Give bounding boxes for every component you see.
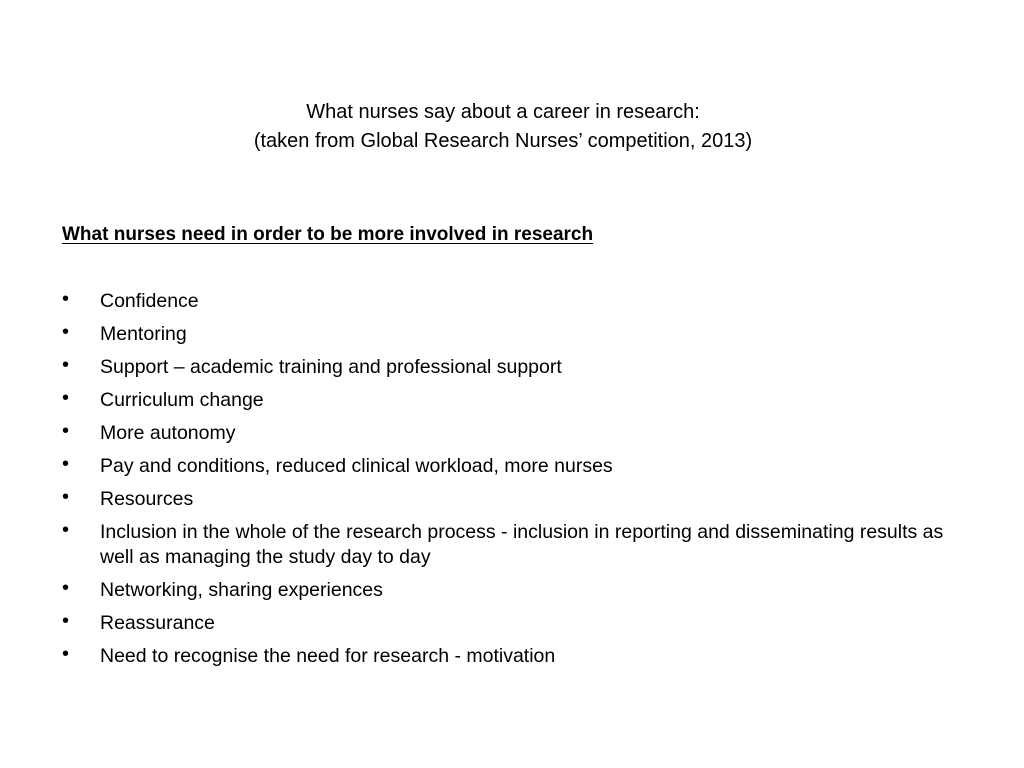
list-item-text: Support – academic training and professional support: [100, 356, 562, 378]
bullet-icon: •: [62, 288, 70, 310]
bullet-icon: •: [62, 519, 70, 541]
list-item: [62, 520, 962, 570]
list-item-text: Mentoring: [100, 323, 187, 345]
bullet-icon: •: [62, 321, 70, 343]
list-item: [62, 421, 962, 446]
list-item-text: More autonomy: [100, 422, 236, 444]
list-item-text: Networking, sharing experiences: [100, 579, 383, 601]
bullet-icon: •: [62, 354, 70, 376]
list-item: [62, 454, 962, 479]
slide-title: [0, 98, 1006, 156]
title-line-2: (taken from Global Research Nurses’ competition, 2013): [253, 130, 753, 152]
list-item: [62, 578, 962, 603]
list-item: [62, 355, 962, 380]
list-item-text: Confidence: [100, 290, 199, 312]
list-item-text: Reassurance: [100, 612, 215, 634]
list-item: [62, 388, 962, 413]
list-item: [62, 322, 962, 347]
bullet-icon: •: [62, 453, 70, 475]
bullet-icon: •: [62, 610, 70, 632]
list-item: [62, 289, 962, 314]
bullet-icon: •: [62, 643, 70, 665]
bullet-icon: •: [62, 577, 70, 599]
list-item-text: Curriculum change: [100, 389, 264, 411]
list-item-text: Need to recognise the need for research - motivation: [100, 645, 556, 667]
list-item-text: Resources: [100, 488, 194, 510]
bullet-icon: •: [62, 420, 70, 442]
list-item: [62, 487, 962, 512]
section-heading: What nurses need in order to be more involved in research: [62, 224, 594, 245]
bullet-list: [62, 289, 962, 677]
title-line-1: What nurses say about a career in research:: [306, 101, 700, 123]
list-item: [62, 644, 962, 669]
list-item-text: Pay and conditions, reduced clinical workload, more nurses: [100, 455, 613, 477]
bullet-icon: •: [62, 387, 70, 409]
bullet-icon: •: [62, 486, 70, 508]
list-item: [62, 611, 962, 636]
list-item-text: Inclusion in the whole of the research process - inclusion in reporting and disseminating results as well as managing the study day to day: [100, 521, 944, 568]
